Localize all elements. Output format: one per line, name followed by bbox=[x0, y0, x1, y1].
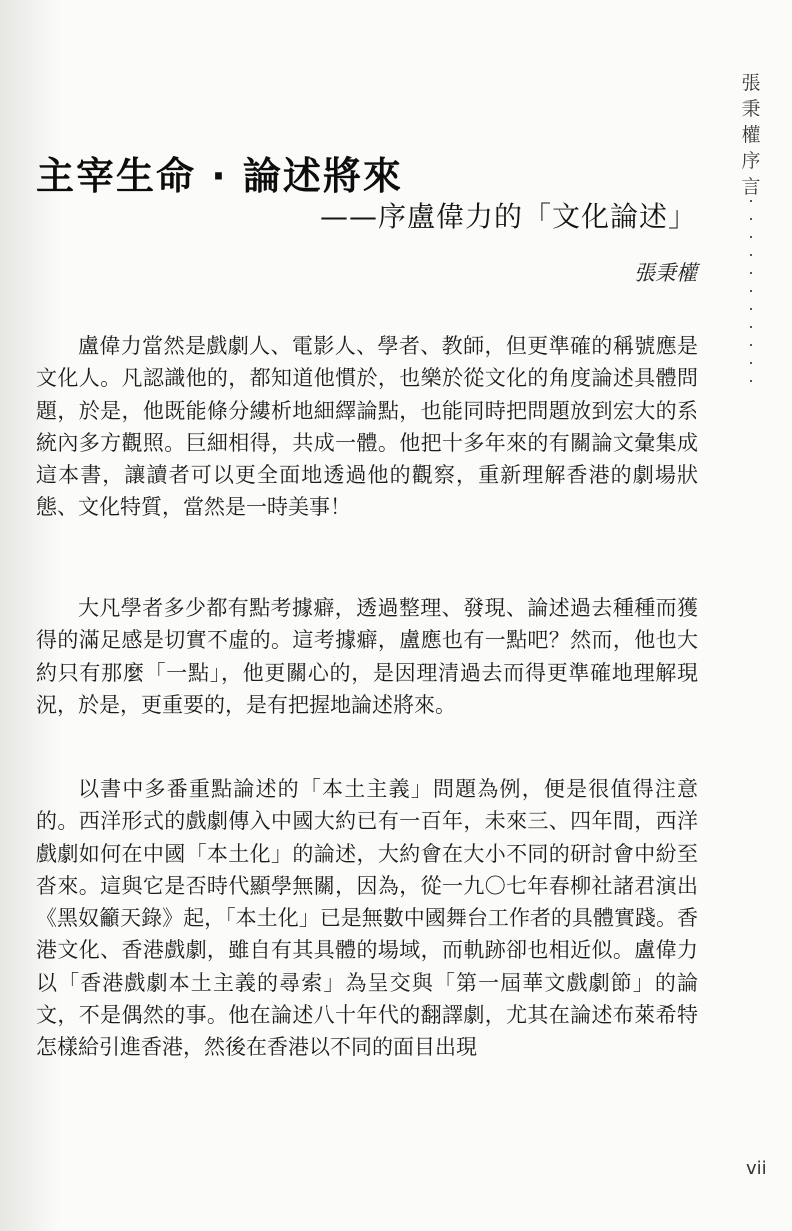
running-head-dotted-leader bbox=[750, 200, 752, 396]
page-title: 主宰生命 · 論述將來 bbox=[36, 154, 403, 198]
author-name: 張秉權 bbox=[634, 261, 697, 285]
page-number: vii bbox=[746, 1158, 767, 1179]
body-paragraph-3: 以書中多番重點論述的「本土主義」問題為例，便是很值得注意的。西洋形式的戲劇傳入中國大約已有一百年，未來三、四年間，西洋戲劇如何在中國「本土化」的論述，大約會在大小不同的研討會中紛至沓來。這與它是否時代顯學無關，因為，從一九〇七年春柳社諸君演出《黑奴籲天錄》起，「本土化」已是無數中國舞台工作者的具體實踐。香港文化、香港戲劇，雖自有其具體的場域，而軌跡卻也相近似。盧偉力以「香港戲劇本土主義的尋索」為呈交與「第一屆華文戲劇節」的論文，不是偶然的事。他在論述八十年代的翻譯劇，尤其在論述布萊希特怎樣給引進香港，然後在香港以不同的面目出現 bbox=[36, 777, 698, 1060]
page-subtitle: ——序盧偉力的「文化論述」 bbox=[319, 200, 697, 233]
running-head: 張秉權序言 bbox=[741, 72, 761, 198]
body-paragraph-1: 盧偉力當然是戲劇人、電影人、學者、教師，但更準確的稱號應是文化人。凡認識他的，都知道他慣於，也樂於從文化的角度論述具體問題，於是，他既能條分縷析地細繹論點，也能同時把問題放到宏大的系統內多方觀照。巨細相得，共成一體。他把十多年來的有關論文彙集成這本書，讓讀者可以更全面地透過他的觀察，重新理解香港的劇場狀態、文化特質，當然是一時美事！ bbox=[36, 334, 698, 520]
body-paragraph-2: 大凡學者多少都有點考據癖，透過整理、發現、論述過去種種而獲得的滿足感是切實不虛的。這考據癖，盧應也有一點吧？然而，他也大約只有那麼「一點」，他更關心的，是因理清過去而得更準確地理解現況，於是，更重要的，是有把握地論述將來。 bbox=[36, 596, 698, 717]
